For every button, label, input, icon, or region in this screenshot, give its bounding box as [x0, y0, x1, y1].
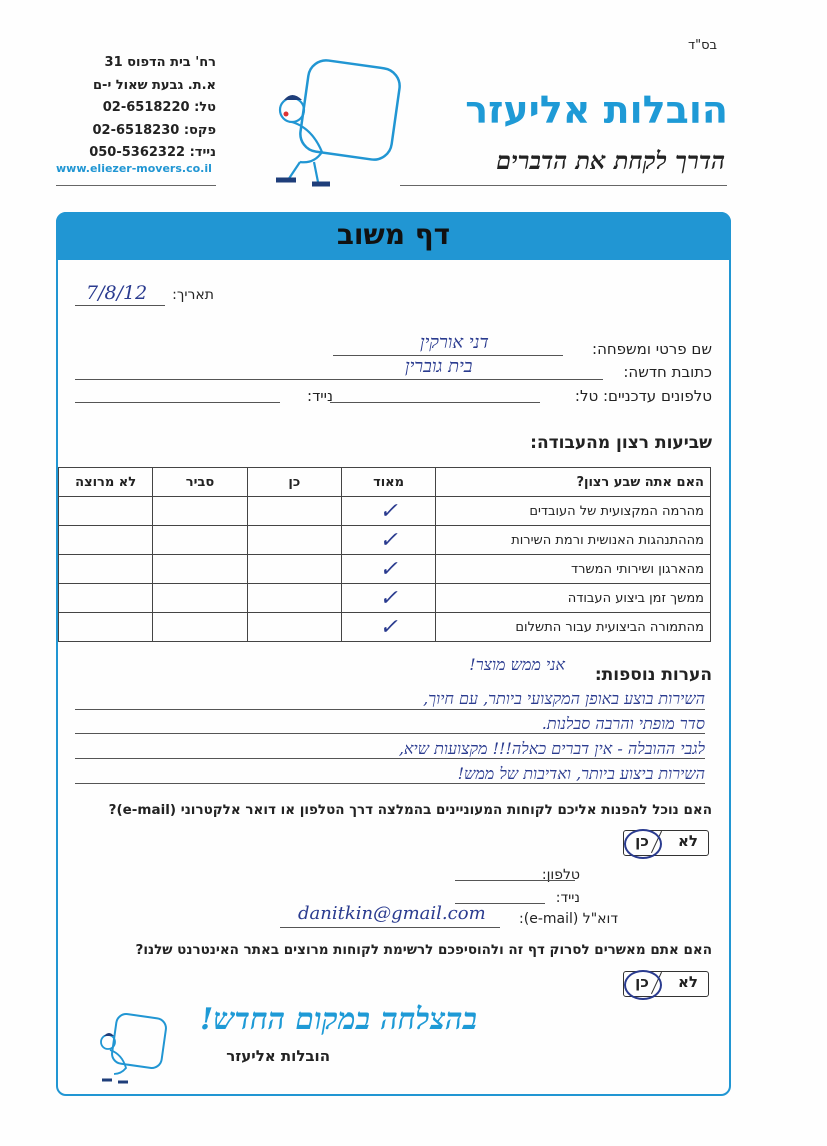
- company-name: הובלות אליעזר: [465, 88, 728, 132]
- referral-no-option[interactable]: לא: [678, 832, 698, 850]
- table-row: [59, 526, 711, 555]
- rating-cell-very[interactable]: [341, 497, 435, 526]
- table-row: [59, 497, 711, 526]
- email-value: danitkin@gmail.com: [298, 903, 486, 924]
- name-label: שם פרטי ומשפחה:: [592, 340, 712, 358]
- company-slogan: הדרך לקחת את הדברים: [496, 146, 725, 175]
- rating-cell-fair[interactable]: [153, 584, 247, 613]
- address-line: רח' בית הדפוס 31: [104, 55, 216, 70]
- row-label: מהארגון ושירותי המשרד: [436, 555, 711, 584]
- website-link[interactable]: www.eliezer-movers.co.il: [56, 162, 212, 175]
- mobile-line: נייד: 050-5362322: [89, 145, 216, 160]
- rating-cell-very[interactable]: [341, 613, 435, 642]
- mover-mascot-icon: [96, 1012, 168, 1084]
- notes-line: השירות ביצוע ביותר, ואדיבות של ממש!: [457, 764, 705, 783]
- notes-label: הערות נוספות:: [594, 665, 712, 685]
- table-row: [59, 613, 711, 642]
- rating-cell-very[interactable]: [341, 584, 435, 613]
- header-divider: [56, 185, 216, 186]
- rating-cell-very[interactable]: [341, 526, 435, 555]
- closing-message: בהצלחה במקום החדש!: [200, 1002, 478, 1037]
- satisfaction-heading: שביעות רצון מהעבודה:: [530, 433, 712, 453]
- check-mark-icon: ✓: [379, 614, 398, 640]
- check-mark-icon: ✓: [379, 556, 398, 582]
- consent-no-option[interactable]: לא: [678, 973, 698, 991]
- rating-cell-unhappy[interactable]: [59, 584, 153, 613]
- column-header: סביר: [153, 468, 247, 497]
- referral-question: האם נוכל להפנות אליכם לקוחות המעוניינים בהמלצה דרך הטלפון או דואר אלקטרוני (e-mail)?: [108, 802, 712, 818]
- contact-phone-field[interactable]: [455, 880, 575, 881]
- rating-cell-very[interactable]: [341, 555, 435, 584]
- mobile-field[interactable]: [75, 402, 280, 403]
- new-address-label: כתובת חדשה:: [623, 363, 712, 381]
- contact-mobile-label: נייד:: [555, 890, 580, 906]
- rating-cell-unhappy[interactable]: [59, 497, 153, 526]
- selected-answer-circle: [624, 970, 662, 1000]
- header-divider: [400, 185, 727, 186]
- new-address-value: בית גוברין: [405, 356, 473, 377]
- column-header: האם אתה שבע רצון?: [436, 468, 711, 497]
- row-label: ממשך זמן ביצוע העבודה: [436, 584, 711, 613]
- date-label: תאריך:: [172, 287, 214, 303]
- rating-cell-unhappy[interactable]: [59, 526, 153, 555]
- table-row: [59, 555, 711, 584]
- address-line: א.ת. גבעת שאול י-ם: [93, 77, 216, 93]
- notes-line: השירות בוצע באופן המקצועי ביותר, עם חיוך,: [423, 689, 705, 708]
- rating-cell-yes[interactable]: [247, 555, 341, 584]
- rating-cell-yes[interactable]: [247, 613, 341, 642]
- check-mark-icon: ✓: [379, 498, 398, 524]
- check-mark-icon: ✓: [379, 527, 398, 553]
- notes-line: סדר מופתי והרבה סבלנות.: [541, 714, 705, 733]
- rating-cell-unhappy[interactable]: [59, 613, 153, 642]
- bsd-mark: בס"ד: [688, 38, 718, 53]
- date-value: 7/8/12: [86, 282, 148, 304]
- rating-cell-fair[interactable]: [153, 555, 247, 584]
- rating-cell-unhappy[interactable]: [59, 555, 153, 584]
- table-row: [59, 584, 711, 613]
- phones-label: טלפונים עדכניים: טל:: [574, 387, 712, 405]
- rating-cell-yes[interactable]: [247, 497, 341, 526]
- column-header: כן: [247, 468, 341, 497]
- mover-mascot-icon: [262, 58, 402, 188]
- company-address: [56, 52, 216, 165]
- email-label: דוא"ל (e-mail):: [519, 911, 618, 927]
- mobile-label: נייד:: [307, 387, 333, 405]
- referral-yes-option[interactable]: כן: [635, 832, 649, 850]
- phone-line: טל: 02-6518220: [102, 100, 216, 115]
- website-consent-question: האם אתם מאשרים לסרוק דף זה ולהוסיפכם לרשימת לקוחות מרוצים באתר האינטרנט שלנו?: [135, 942, 712, 958]
- notes-line: לגבי ההובלה - אין דברים כאלה!!! מקצועות שיא,: [398, 739, 705, 758]
- name-value: דני אורקין: [420, 332, 489, 353]
- table-header-row: [59, 468, 711, 497]
- notes-rule[interactable]: [75, 709, 705, 710]
- consent-yes-option[interactable]: כן: [635, 973, 649, 991]
- rating-cell-fair[interactable]: [153, 497, 247, 526]
- form-title: דף משוב: [336, 218, 451, 251]
- email-field[interactable]: [280, 927, 500, 928]
- fax-line: פקס: 02-6518230: [92, 122, 216, 138]
- column-header: מאוד: [341, 468, 435, 497]
- column-header: לא מרוצה: [59, 468, 153, 497]
- rating-cell-yes[interactable]: [247, 526, 341, 555]
- contact-phone-label: טלפון:: [541, 867, 580, 883]
- company-signature: הובלות אליעזר: [226, 1047, 330, 1065]
- notes-line: אני ממש מוצר!: [469, 655, 565, 674]
- check-mark-icon: ✓: [379, 585, 398, 611]
- new-address-field[interactable]: [75, 379, 603, 380]
- rating-cell-fair[interactable]: [153, 613, 247, 642]
- row-label: מההתנהגות האנושית ורמת השירות: [436, 526, 711, 555]
- row-label: מהרמה המקצועית של העובדים: [436, 497, 711, 526]
- rating-cell-fair[interactable]: [153, 526, 247, 555]
- rating-cell-yes[interactable]: [247, 584, 341, 613]
- satisfaction-table: [58, 467, 711, 642]
- date-field[interactable]: [75, 305, 165, 306]
- selected-answer-circle: [624, 829, 662, 859]
- row-label: מהתמורה הביצועית עבור התשלום: [436, 613, 711, 642]
- phone-field[interactable]: [330, 402, 540, 403]
